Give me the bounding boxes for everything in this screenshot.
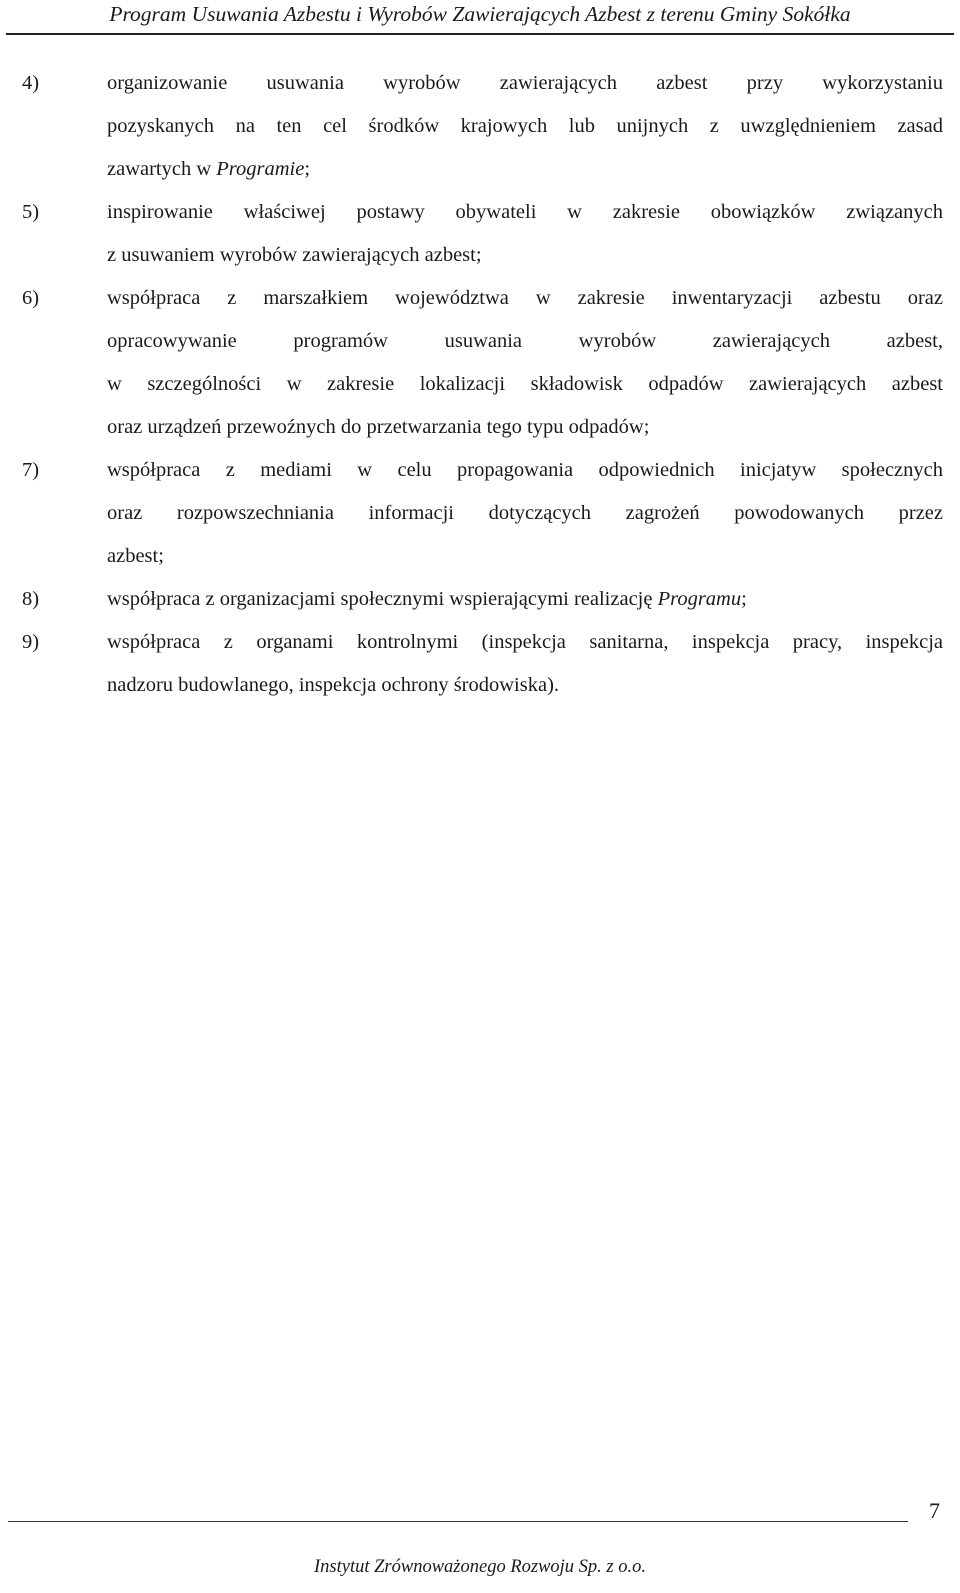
list-item-text [107,449,943,578]
text-line [107,191,943,234]
text-segment: współpraca z mediami w celu propagowania odpowiednich inicjatyw społecznych [107,459,943,481]
list-item [0,277,960,449]
emphasized-text: Programu [657,588,742,610]
text-line [107,234,943,277]
list-item-number: 4) [22,72,40,94]
text-segment: ; [741,588,747,610]
list-item-text [107,191,943,277]
text-line [107,449,943,492]
text-line [107,148,943,191]
list-item-text [107,578,943,621]
list-item-text [107,277,943,449]
text-segment: pozyskanych na ten cel środków krajowych lub unijnych z uwzględnieniem zasad [107,115,943,137]
text-line [107,578,943,621]
text-line [107,406,943,449]
text-line [107,664,943,707]
text-segment: zawartych w [107,158,217,180]
text-line [107,621,943,664]
text-segment: organizowanie usuwania wyrobów zawierających azbest przy wykorzystaniu [107,72,943,94]
list-item-number: 5) [22,201,40,223]
text-segment: w szczególności w zakresie lokalizacji składowisk odpadów zawierających azbest [107,373,943,395]
text-segment: nadzoru budowlanego, inspekcja ochrony środowiska). [107,674,560,696]
text-segment: współpraca z organizacjami społecznymi wspierającymi realizację [107,588,658,610]
list-item [0,191,960,277]
task-list [0,62,960,707]
text-line [107,105,943,148]
page-footer [0,1470,960,1593]
list-item [0,449,960,578]
page-header [0,0,960,36]
text-line [107,492,943,535]
list-item-number: 9) [22,631,40,653]
list-item-number: 6) [22,287,40,309]
text-segment: współpraca z marszałkiem województwa w zakresie inwentaryzacji azbestu oraz [107,287,943,309]
list-item-number: 8) [22,588,40,610]
list-item [0,578,960,621]
emphasized-text: Programie [216,158,305,180]
text-line [107,363,943,406]
page-number: 7 [929,1498,940,1523]
text-line [107,62,943,105]
text-segment: opracowywanie programów usuwania wyrobów zawierających azbest, [107,330,943,352]
footer-divider [8,1521,908,1522]
header-divider [6,33,954,35]
list-item [0,621,960,707]
text-segment: współpraca z organami kontrolnymi (inspekcja sanitarna, inspekcja pracy, inspekcja [107,631,943,653]
text-segment: oraz urządzeń przewoźnych do przetwarzania tego typu odpadów; [107,416,650,438]
text-line [107,535,943,578]
list-item-text [107,62,943,191]
document-title: Program Usuwania Azbestu i Wyrobów Zawierających Azbest z terenu Gminy Sokółka [109,2,851,26]
company-name: Instytut Zrównoważonego Rozwoju Sp. z o.o. [314,1557,646,1577]
text-segment: z usuwaniem wyrobów zawierających azbest; [107,244,482,266]
text-segment: oraz rozpowszechniania informacji dotyczących zagrożeń powodowanych przez [107,502,943,524]
list-item-text [107,621,943,707]
text-segment: azbest; [107,545,164,567]
text-line [107,320,943,363]
text-segment: ; [304,158,311,180]
list-item-number: 7) [22,459,40,481]
list-item [0,62,960,191]
text-line [107,277,943,320]
text-segment: inspirowanie właściwej postawy obywateli w zakresie obowiązków związanych [107,201,943,223]
